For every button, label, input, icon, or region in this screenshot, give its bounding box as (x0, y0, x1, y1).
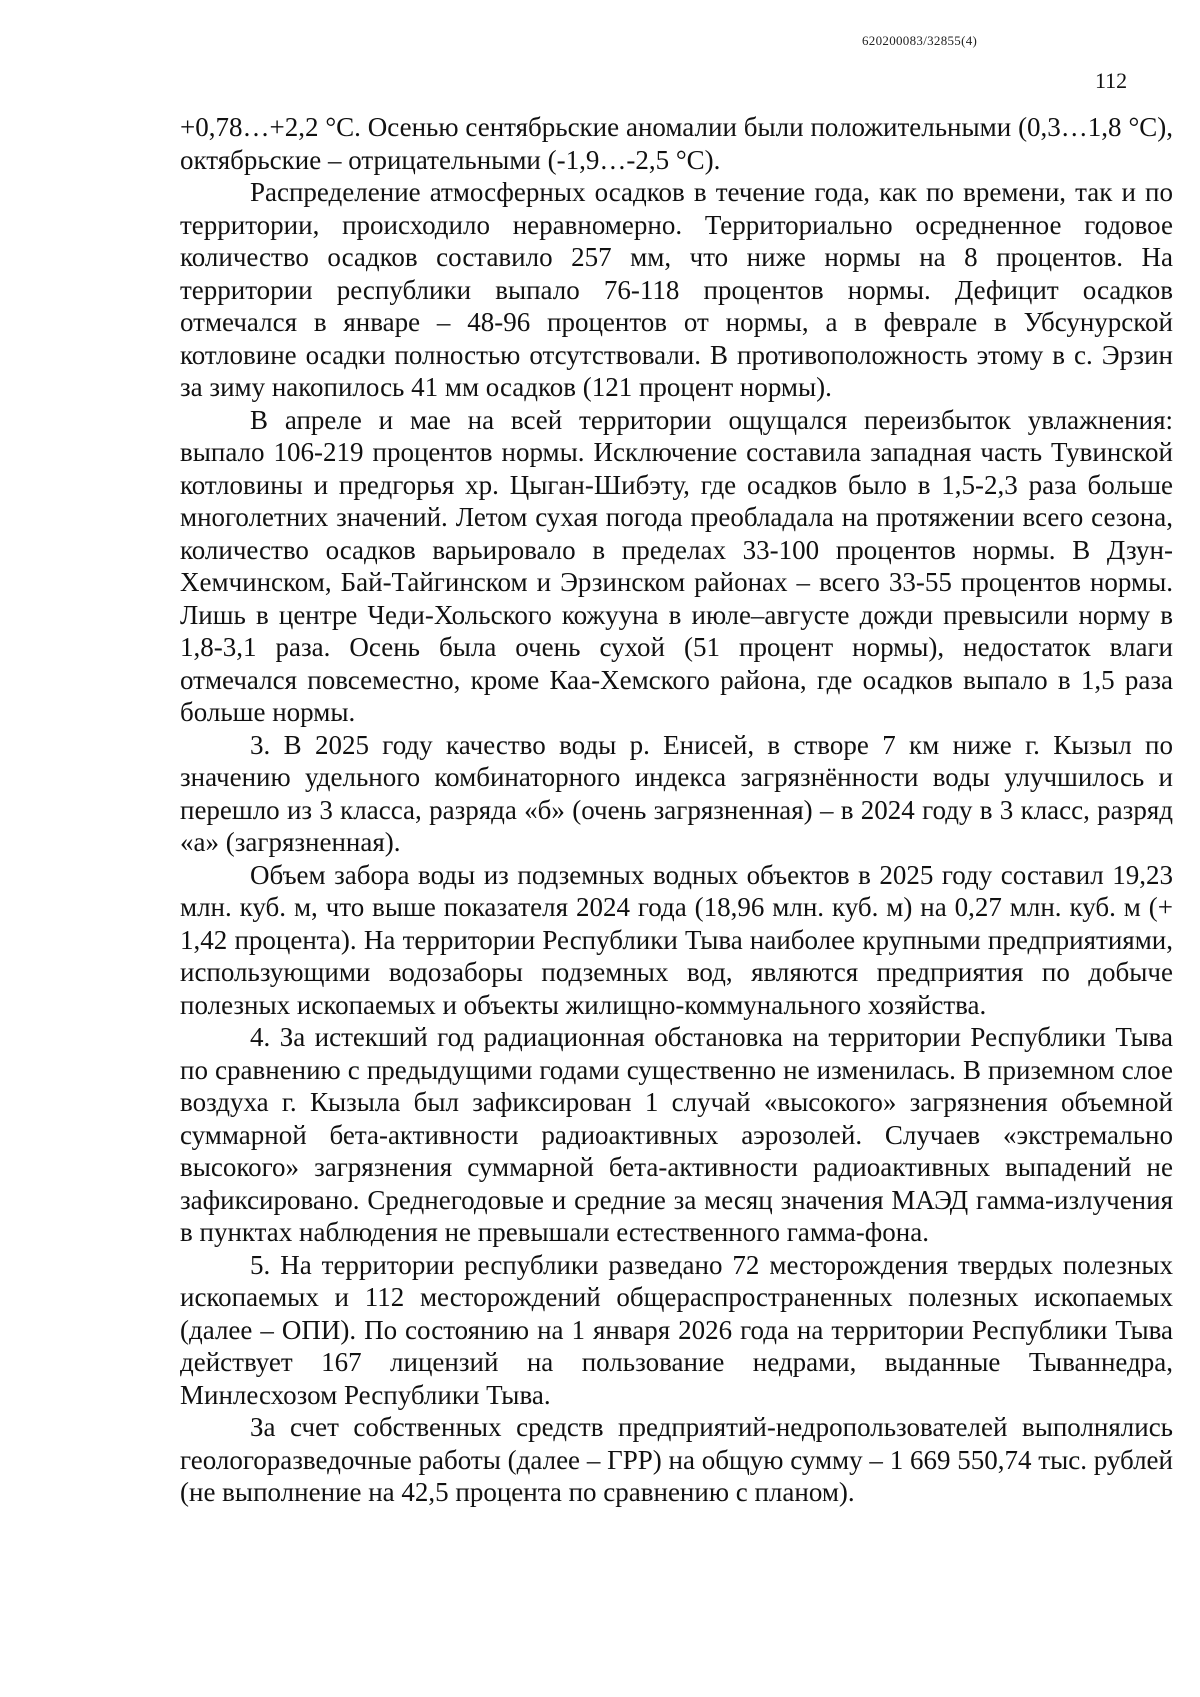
paragraph-precipitation-distribution: Распределение атмосферных осадков в течение года, как по времени, так и по территории, происходило неравномерно. Территориально осредненное годовое количество осадков составило 257 мм, что ниже нормы на 8 процентов. На территории республики выпало 76-118 процентов нормы. Дефицит осадков отмечался в январе – 48-96 процентов от нормы, а в феврале в Убсунурской котловине осадки полностью отсутствовали. В противоположность этому в с. Эрзин за зиму накопилось 41 мм осадков (121 процент нормы). (180, 177, 1173, 402)
paragraph-temperature-continued: +0,78…+2,2 °С. Осенью сентябрьские аномалии были положительными (0,3…1,8 °С), октябрьские – отрицательными (-1,9…-2,5 °С). (180, 112, 1173, 175)
paragraph-geological-exploration: За счет собственных средств предприятий-недропользователей выполнялись геологоразведочные работы (далее – ГРР) на общую сумму – 1 669 550,74 тыс. рублей (не выполнение на 42,5 процента по сравнению с планом). (180, 1412, 1173, 1507)
document-body (180, 111, 1173, 1509)
paragraph-radiation-situation: 4. За истекший год радиационная обстановка на территории Республики Тыва по сравнению с предыдущими годами существенно не изменилась. В приземном слое воздуха г. Кызыла был зафиксирован 1 случай «высокого» загрязнения объемной суммарной бета-активности радиоактивных аэрозолей. Случаев «экстремально высокого» загрязнения суммарной бета-активности радиоактивных выпадений не зафиксировано. Среднегодовые и средние за месяц значения МАЭД гамма-излучения в пунктах наблюдения не превышали естественного гамма-фона. (180, 1022, 1173, 1247)
document-id: 620200083/32855(4) (862, 33, 978, 48)
paragraph-spring-summer-precipitation: В апреле и мае на всей территории ощущался переизбыток увлажнения: выпало 106-219 процентов нормы. Исключение составила западная часть Тувинской котловины и предгорья хр. Цыган-Шибэту, где осадков было в 1,5-2,3 раза больше многолетних значений. Летом сухая погода преобладала на протяжении всего сезона, количество осадков варьировало в пределах 33-100 процентов нормы. В Дзун-Хемчинском, Бай-Тайгинском и Эрзинском районах – всего 33-55 процентов нормы. Лишь в центре Чеди-Хольского кожууна в июле–августе дожди превысили норму в 1,8-3,1 раза. Осень была очень сухой (51 процент нормы), недостаток влаги отмечался повсеместно, кроме Каа-Хемского района, где осадков выпало в 1,5 раза больше нормы. (180, 404, 1173, 727)
page-number: 112 (1095, 68, 1128, 93)
paragraph-groundwater-withdrawal: Объем забора воды из подземных водных объектов в 2025 году составил 19,23 млн. куб. м, что выше показателя 2024 года (18,96 млн. куб. м) на 0,27 млн. куб. м (+ 1,42 процента). На территории Республики Тыва наиболее крупными предприятиями, использующими водозаборы подземных вод, являются предприятия по добыче полезных ископаемых и объекты жилищно-коммунального хозяйства. (180, 859, 1173, 1020)
paragraph-yenisei-water-quality: 3. В 2025 году качество воды р. Енисей, в створе 7 км ниже г. Кызыл по значению удельного комбинаторного индекса загрязнённости воды улучшилось и перешло из 3 класса, разряда «б» (очень загрязненная) – в 2024 году в 3 класс, разряд «а» (загрязненная). (180, 729, 1173, 857)
paragraph-mineral-deposits: 5. На территории республики разведано 72 месторождения твердых полезных ископаемых и 112 месторождений общераспространенных полезных ископаемых (далее – ОПИ). По состоянию на 1 января 2026 года на территории Республики Тыва действует 167 лицензий на пользование недрами, выданные Тываннедра, Минлесхозом Республики Тыва. (180, 1249, 1173, 1410)
